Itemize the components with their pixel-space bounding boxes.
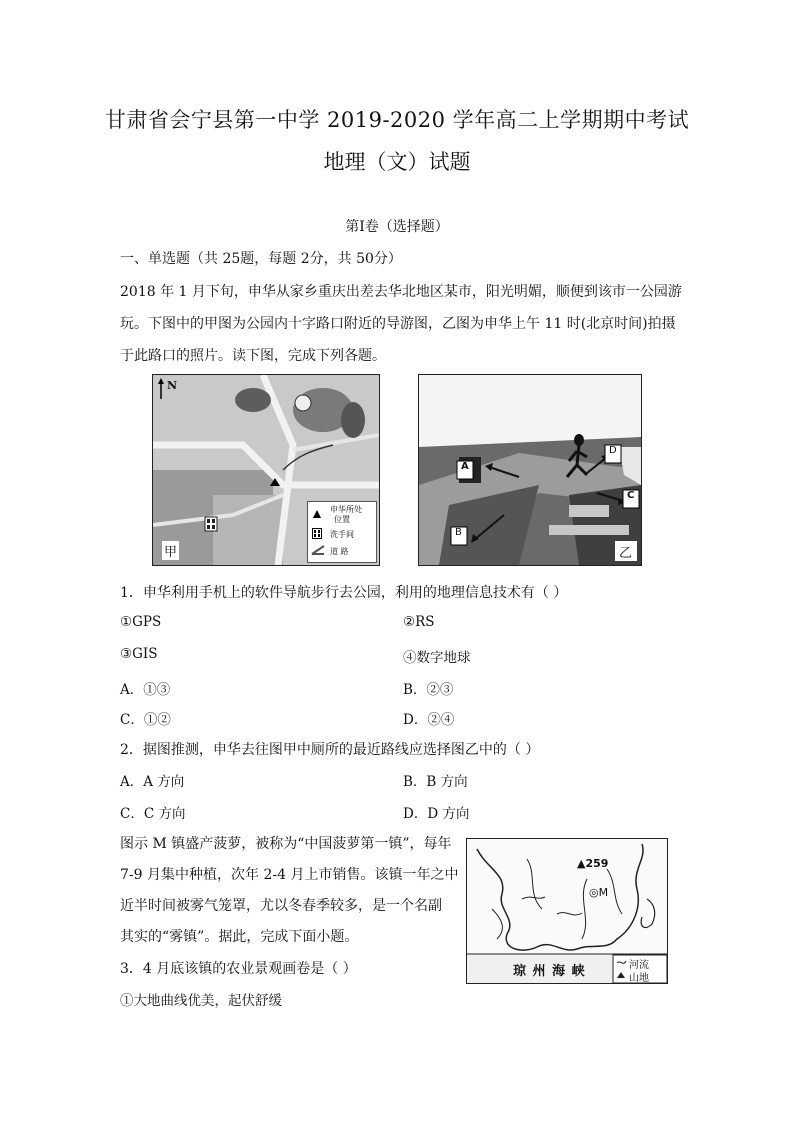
legend-restroom: 洗手间 bbox=[330, 530, 354, 539]
restroom-icon bbox=[205, 517, 217, 531]
road-legend-icon bbox=[311, 545, 325, 555]
document-subtitle: 地理（文）试题 bbox=[323, 150, 471, 174]
legend-location-2: 位置 bbox=[334, 515, 350, 524]
q1-option-a: A．①③ bbox=[120, 682, 171, 698]
legend-river-label: 河流 bbox=[629, 960, 649, 971]
q1-item-4: ④数字地球 bbox=[403, 650, 471, 666]
q1-item-3: ③GIS bbox=[120, 646, 158, 662]
intro2-line-4: 其实的“雾镇”。据此，完成下面小题。 bbox=[120, 929, 359, 945]
panel-label-yi: 乙 bbox=[619, 546, 633, 561]
strait-label: 琼 州 海 峡 bbox=[513, 964, 586, 979]
town-m-label: ◎M bbox=[589, 886, 609, 899]
q2-option-b: B．B 方向 bbox=[403, 774, 468, 790]
q2-option-a: A．A 方向 bbox=[120, 774, 185, 790]
intro2-line-3: 近半时间被雾气笼罩，尤以冬春季较多，是一个名副 bbox=[120, 898, 442, 914]
q3-stem: 3．4 月底该镇的农业景观画卷是（ ） bbox=[120, 961, 357, 977]
direction-label-c: C bbox=[627, 490, 635, 501]
q2-option-c: C．C 方向 bbox=[120, 806, 186, 822]
triangle-icon bbox=[312, 509, 322, 519]
q1-item-1: ①GPS bbox=[120, 614, 162, 630]
intro-line-1: 2018 年 1 月下旬，申华从家乡重庆出差去华北地区某市，阳光明媚，顺便到该市一公园游 bbox=[120, 284, 682, 300]
restroom-legend-icon bbox=[312, 528, 322, 539]
q1-option-d: D．②④ bbox=[403, 712, 455, 728]
q1-item-2: ②RS bbox=[403, 614, 435, 630]
panel-label-jia: 甲 bbox=[162, 541, 179, 560]
intro2-line-1: 图示 M 镇盛产菠萝，被称为“中国菠萝第一镇”，每年 bbox=[120, 836, 452, 852]
document-title: 甘肃省会宁县第一中学 2019-2020 学年高二上学期期中考试 bbox=[104, 108, 690, 132]
figure-m-town-map bbox=[466, 838, 668, 984]
part-heading: 一、单选题（共 25题，每题 2分，共 50分） bbox=[120, 251, 402, 267]
q1-option-b: B．②③ bbox=[403, 682, 454, 698]
north-label: N bbox=[167, 379, 178, 392]
legend-mountain-label: 山地 bbox=[629, 973, 649, 984]
q1-option-c: C．①② bbox=[120, 712, 171, 728]
q2-stem: 2．据图推测，申华去往图甲中厕所的最近路线应选择图乙中的（ ） bbox=[120, 742, 540, 758]
direction-label-a: A bbox=[461, 461, 469, 472]
intro2-line-2: 7-9 月集中种植，次年 2-4 月上市销售。该镇一年之中 bbox=[120, 867, 459, 883]
q2-option-d: D．D 方向 bbox=[403, 806, 470, 822]
q1-stem: 1．申华利用手机上的软件导航步行去公园，利用的地理信息技术有（ ） bbox=[120, 585, 568, 601]
legend-road: 道 路 bbox=[330, 547, 349, 556]
volume-heading: 第Ⅰ卷（选择题） bbox=[345, 219, 449, 235]
intro-line-2: 玩。下图中的甲图为公园内十字路口附近的导游图，乙图为申华上午 11 时(北京时间)拍摄 bbox=[120, 316, 676, 332]
map-legend bbox=[307, 501, 377, 563]
intro-line-3: 于此路口的照片。读下图，完成下列各题。 bbox=[120, 348, 386, 364]
figure-jia-map bbox=[152, 374, 380, 566]
legend-location: 申华所处 bbox=[330, 505, 362, 514]
intersection-photo-drawing bbox=[419, 375, 641, 565]
peak-label: ▲259 bbox=[577, 857, 609, 870]
q3-item-1: ①大地曲线优美，起伏舒缓 bbox=[120, 993, 282, 1009]
direction-label-d: D bbox=[609, 445, 617, 456]
figure-yi-photo bbox=[418, 374, 642, 566]
direction-label-b: B bbox=[455, 527, 462, 538]
